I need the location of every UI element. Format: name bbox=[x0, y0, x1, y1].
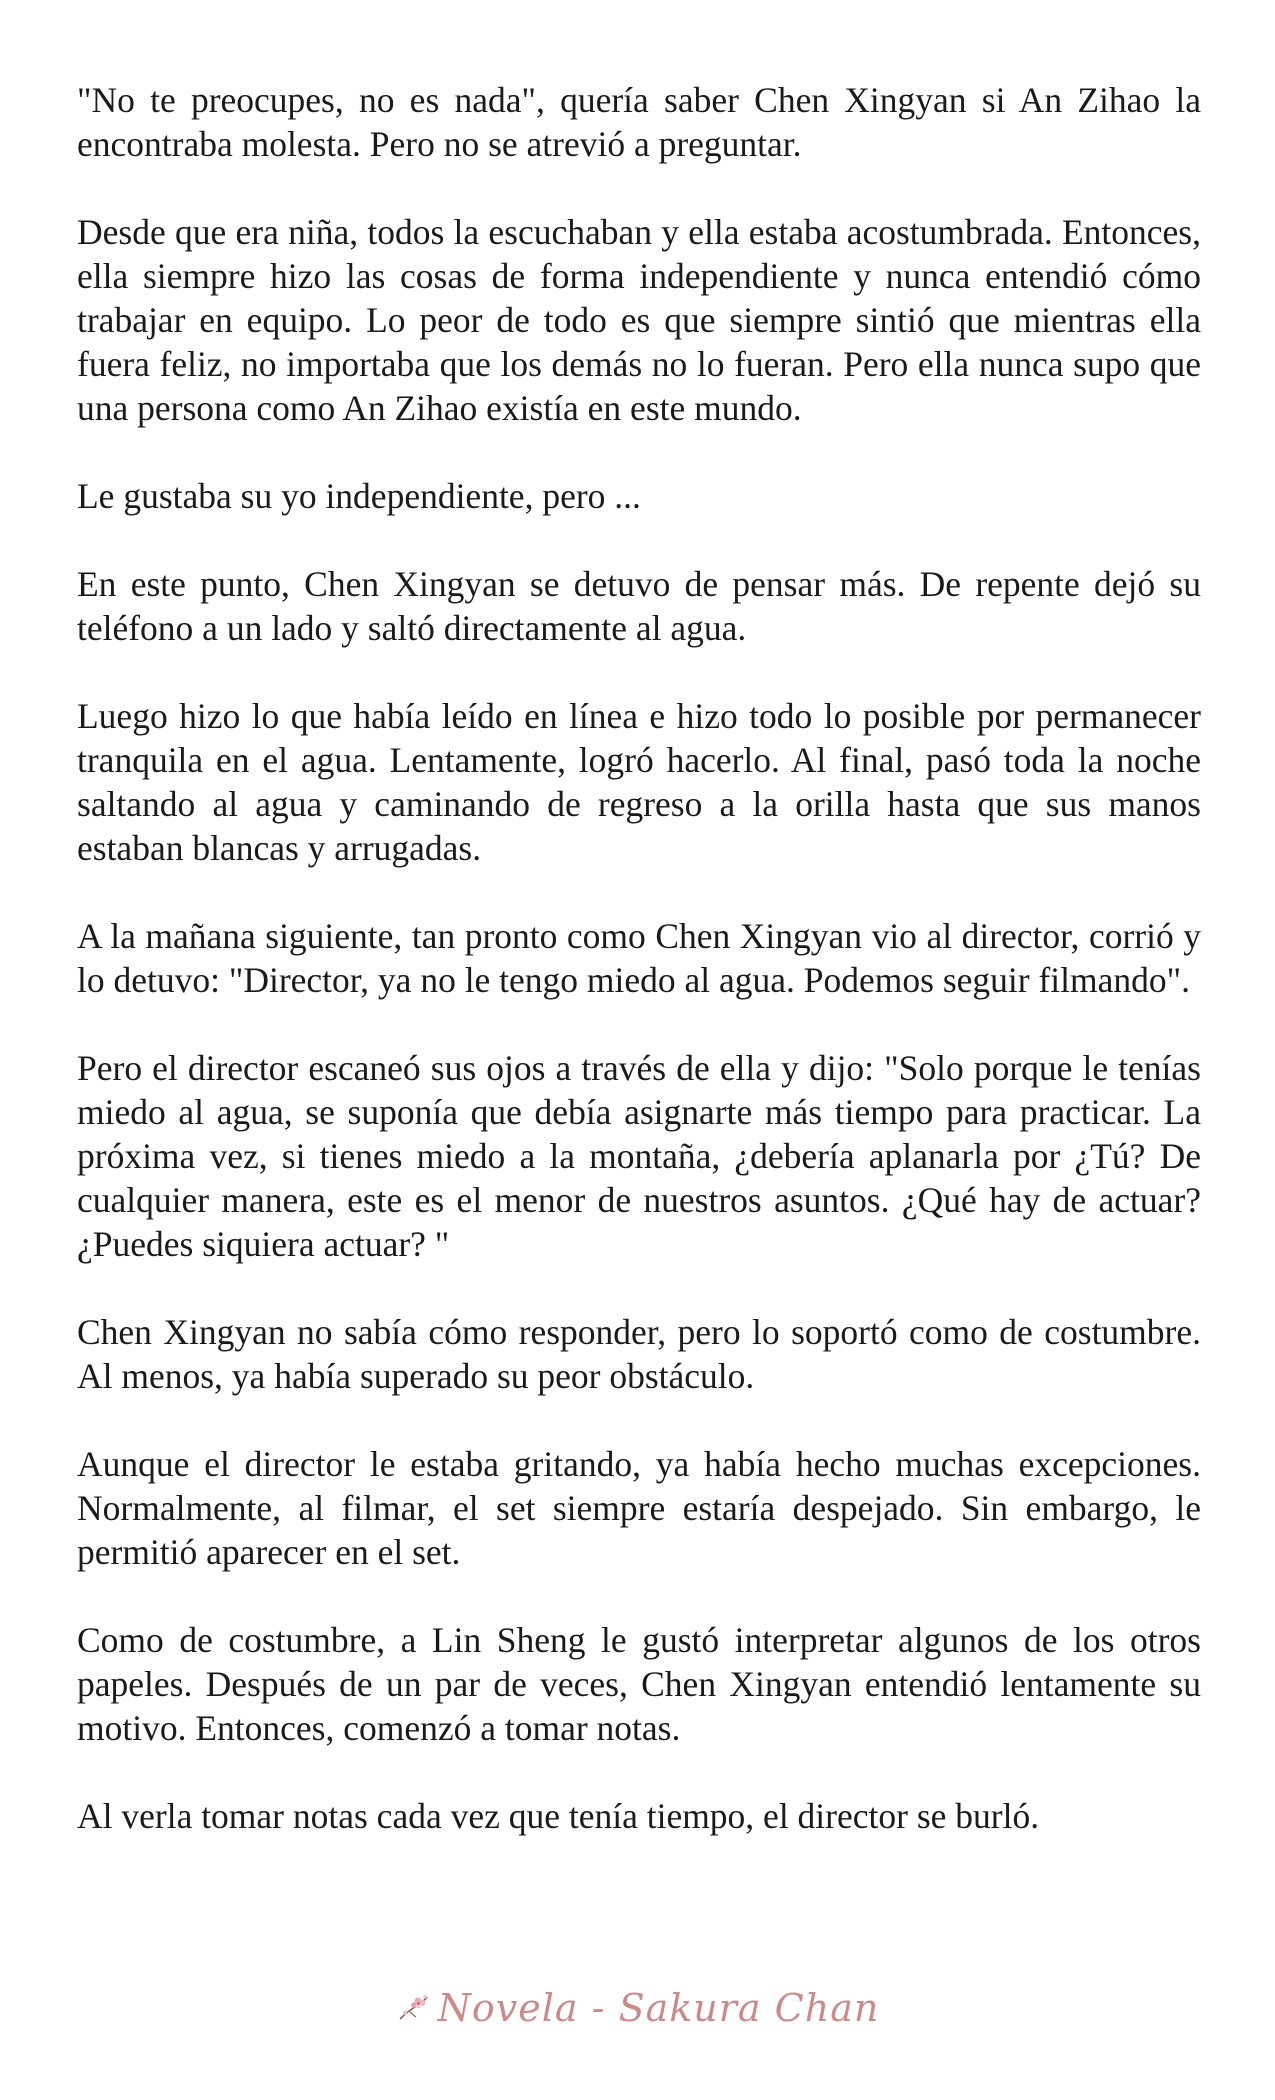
watermark-text: Novela - Sakura Chan bbox=[437, 1986, 880, 2030]
watermark bbox=[0, 1978, 1275, 2038]
paragraph-5: Luego hizo lo que había leído en línea e hizo todo lo posible por permanecer tranquila en el agua. Lentamente, logró hacerlo. Al final, pasó toda la noche saltando al agua y caminando de regreso a la orilla hasta que sus manos estaban blancas y arrugadas. bbox=[77, 696, 1201, 868]
paragraph-10: Como de costumbre, a Lin Sheng le gustó interpretar algunos de los otros papeles. Después de un par de veces, Chen Xingyan entendió lentamente su motivo. Entonces, comenzó a tomar notas. bbox=[77, 1620, 1201, 1748]
paragraph-7: Pero el director escaneó sus ojos a través de ella y dijo: "Solo porque le tenías miedo al agua, se suponía que debía asignarte más tiempo para practicar. La próxima vez, si tienes miedo a la montaña, ¿debería aplanarla por ¿Tú? De cualquier manera, este es el menor de nuestros asuntos. ¿Qué hay de actuar? ¿Puedes siquiera actuar? " bbox=[77, 1048, 1201, 1264]
sakura-blossom-icon bbox=[396, 1993, 430, 2023]
paragraph-6: A la mañana siguiente, tan pronto como Chen Xingyan vio al director, corrió y lo detuvo: "Director, ya no le tengo miedo al agua. Podemos seguir filmando". bbox=[77, 916, 1201, 1000]
paragraph-4: En este punto, Chen Xingyan se detuvo de pensar más. De repente dejó su teléfono a un lado y saltó directamente al agua. bbox=[77, 564, 1201, 648]
paragraph-8: Chen Xingyan no sabía cómo responder, pero lo soportó como de costumbre. Al menos, ya había superado su peor obstáculo. bbox=[77, 1312, 1201, 1396]
paragraph-2: Desde que era niña, todos la escuchaban y ella estaba acostumbrada. Entonces, ella siempre hizo las cosas de forma independiente y nunca entendió cómo trabajar en equipo. Lo peor de todo es que siempre sintió que mientras ella fuera feliz, no importaba que los demás no lo fueran. Pero ella nunca supo que una persona como An Zihao existía en este mundo. bbox=[77, 212, 1201, 428]
paragraph-11: Al verla tomar notas cada vez que tenía tiempo, el director se burló. bbox=[77, 1796, 1040, 1836]
paragraph-1: "No te preocupes, no es nada", quería saber Chen Xingyan si An Zihao la encontraba molesta. Pero no se atrevió a preguntar. bbox=[77, 80, 1201, 164]
paragraph-9: Aunque el director le estaba gritando, ya había hecho muchas excepciones. Normalmente, al filmar, el set siempre estaría despejado. Sin embargo, le permitió aparecer en el set. bbox=[77, 1444, 1201, 1572]
paragraph-3: Le gustaba su yo independiente, pero ... bbox=[77, 476, 641, 516]
chapter-text bbox=[77, 78, 1201, 1882]
